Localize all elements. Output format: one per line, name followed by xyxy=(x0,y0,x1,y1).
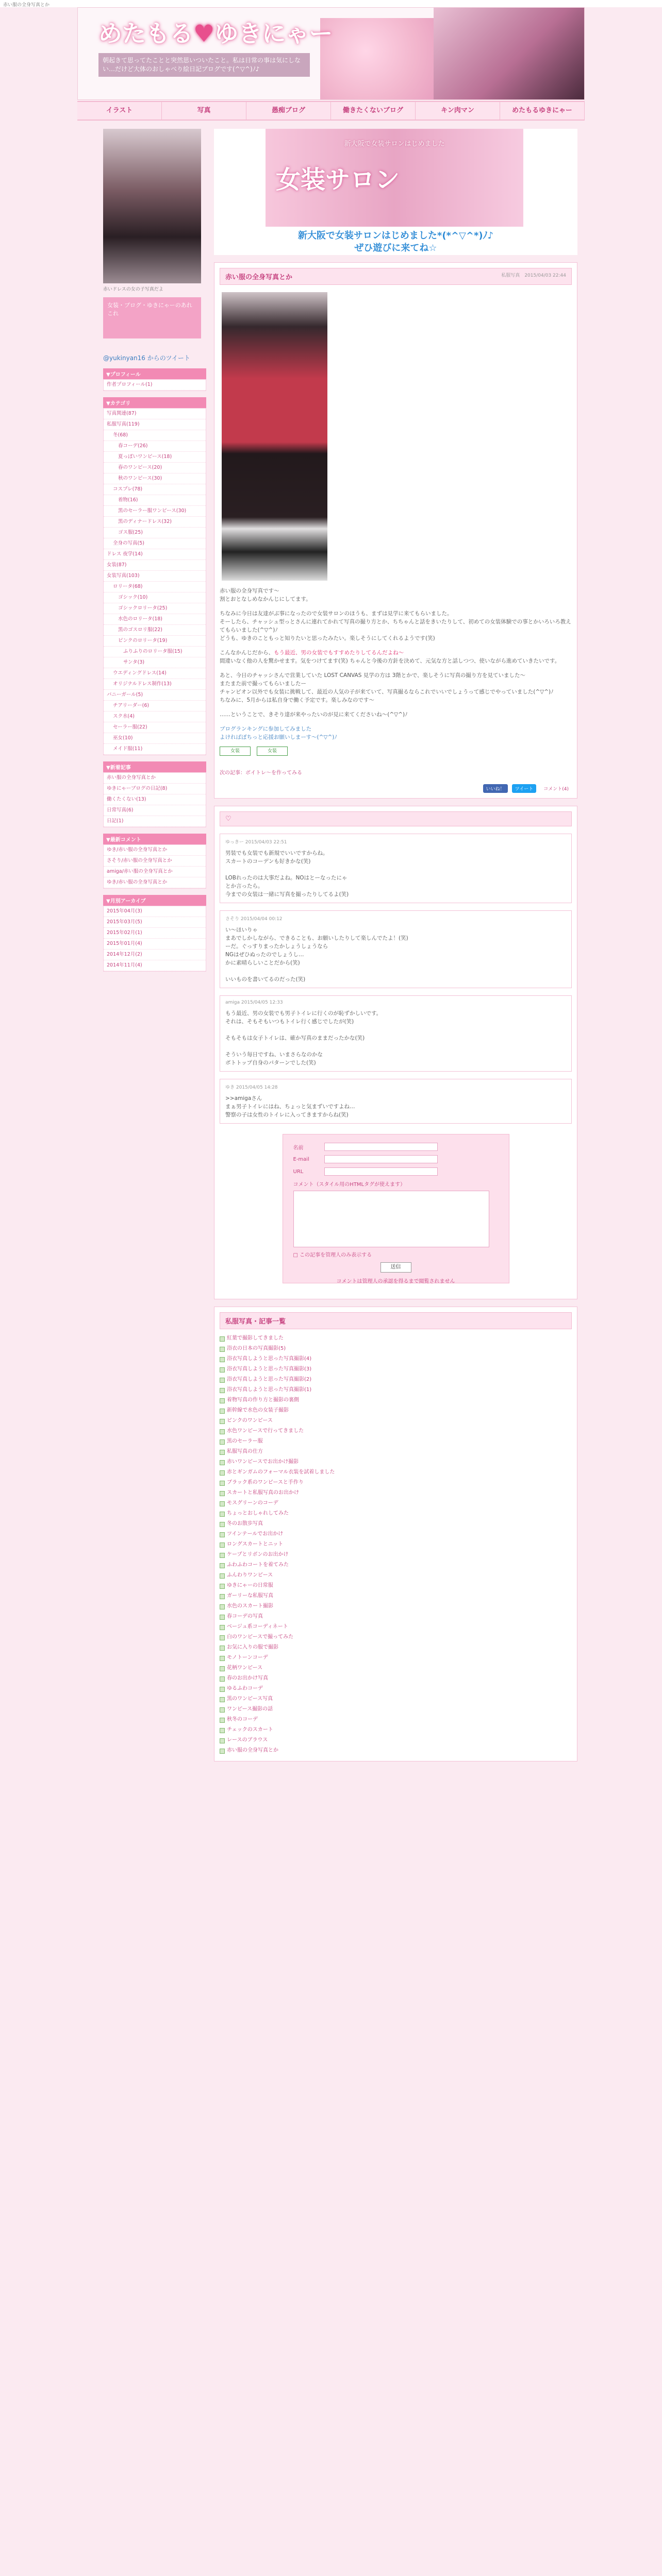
related-link[interactable]: 春コーデの写真 xyxy=(220,1612,572,1622)
site-subtitle: 朝起きて思ってたことと突然思いついたこと。私は日常の事は気にしない…だけど大体のおしゃべり絵日記ブログです(^▽^)ﾉ♪ xyxy=(98,53,310,77)
email-row xyxy=(293,1155,499,1163)
salon-banner-caption xyxy=(214,230,577,255)
related-link[interactable]: ゆるふわコーデ xyxy=(220,1684,572,1694)
title-right: ゆきにゃー xyxy=(214,20,333,47)
sidebar-link[interactable]: バニーガール(5) xyxy=(104,690,206,701)
sidebar-link[interactable]: スク水(4) xyxy=(104,711,206,722)
related-link[interactable]: 浴衣写真しようと思った写真撮影(4) xyxy=(220,1354,572,1364)
related-link[interactable]: 白のワンピースで撮ってみた xyxy=(220,1632,572,1642)
sidebar-link[interactable]: ゆき/赤い服の全身写真とか xyxy=(104,877,206,888)
comment-textarea[interactable] xyxy=(293,1191,489,1247)
salon-banner-top-text: 新大阪で女装サロンはじめました xyxy=(344,140,445,148)
related-link[interactable]: ベージュ系コーディネート xyxy=(220,1622,572,1632)
related-link[interactable]: ブラック系のワンピースと手作り xyxy=(220,1478,572,1488)
sidebar-link[interactable]: 着物(16) xyxy=(104,495,206,506)
related-box xyxy=(214,1307,577,1761)
related-link[interactable]: レースのブラウス xyxy=(220,1735,572,1745)
sidebar-link[interactable]: ゴス服(25) xyxy=(104,528,206,538)
entry-paragraph: こんなかんじだから、もう最近、男の女装でもすすめたりしてるんだよね〜 間違いなく他の人を驚かせます。気をつけてます(笑) ちゃんと今後の方針を決めて、元気な方と話しつつ、使いながら進めていきたいです。 xyxy=(220,650,560,664)
comment-item xyxy=(220,910,572,988)
related-link[interactable]: 黒のワンピース写真 xyxy=(220,1694,572,1704)
comments-header: ♡ xyxy=(220,811,572,826)
salon-banner-line2: ぜひ遊びに来てね☆ xyxy=(354,243,437,253)
nav-kinnikuman[interactable]: キン肉マン xyxy=(416,102,500,120)
related-link[interactable]: モノトーンコーデ xyxy=(220,1653,572,1663)
sidebar-link[interactable]: 黒のディナードレス(32) xyxy=(104,517,206,528)
name-input[interactable] xyxy=(324,1143,438,1151)
sidebar xyxy=(103,129,206,972)
sidebar-link[interactable]: 黒のゴスロリ服(22) xyxy=(104,625,206,636)
url-label: URL xyxy=(293,1168,304,1175)
title-left: めたもる xyxy=(98,20,193,47)
related-link[interactable]: ツインテールでお出かけ xyxy=(220,1529,572,1539)
sidebar-link[interactable]: 日常写真(6) xyxy=(104,805,206,816)
sidebar-link[interactable]: 2014年11月(4) xyxy=(104,960,206,971)
related-link[interactable]: ケープとリボンのお出かけ xyxy=(220,1550,572,1560)
sidebar-link[interactable]: 冬(68) xyxy=(104,430,206,441)
comment-label: コメント（スタイル用のHTMLタグが使えます） xyxy=(293,1182,406,1188)
sidebar-section-list xyxy=(103,844,206,889)
sidebar-link[interactable]: 働くたくない(13) xyxy=(104,794,206,805)
name-label: 名前 xyxy=(293,1145,304,1151)
related-link[interactable]: ふわふわコートを着てみた xyxy=(220,1560,572,1570)
related-link[interactable]: 冬のお散歩写真 xyxy=(220,1519,572,1529)
sidebar-link[interactable]: サンタ(3) xyxy=(104,657,206,668)
comment-meta: ゆっきー 2015/04/03 22:51 xyxy=(225,840,287,845)
sidebar-sections xyxy=(103,368,206,972)
sidebar-link[interactable]: ふりふりのロリータ服(15) xyxy=(104,647,206,657)
site-title[interactable] xyxy=(98,15,333,49)
entry-paragraph: ……ということで、きそり達が来やったいのが見に来てくださいね〜(^▽^)ﾉ xyxy=(220,711,408,718)
sidebar-link[interactable]: 巫女(10) xyxy=(104,733,206,744)
profile-photo[interactable] xyxy=(103,129,201,283)
main-content xyxy=(214,129,577,1761)
nav-illust[interactable]: イラスト xyxy=(77,102,162,120)
related-list xyxy=(220,1333,572,1756)
related-link[interactable]: 秋冬のコーデ xyxy=(220,1715,572,1725)
related-link[interactable]: 水色ワンピースで行ってきました xyxy=(220,1426,572,1436)
related-link[interactable]: 春のお出かけ写真 xyxy=(220,1673,572,1684)
form-note: コメントは管理人の承認を得るまで閲覧されません xyxy=(336,1279,455,1284)
sidebar-link[interactable]: コスプレ(78) xyxy=(104,484,206,495)
comment-item xyxy=(220,995,572,1072)
header-photo xyxy=(434,8,585,100)
related-link[interactable]: 赤とギンガムのフォーマル衣装を試着しました xyxy=(220,1467,572,1478)
sidebar-link[interactable]: ゆきにゃーブログの日記(8) xyxy=(104,784,206,794)
entry-meta xyxy=(501,272,566,278)
related-link[interactable]: 紅葉で撮影してきました xyxy=(220,1333,572,1344)
entry-tag[interactable]: 私服写真 xyxy=(501,273,520,278)
sidebar-link[interactable]: セーラー服(22) xyxy=(104,722,206,733)
facebook-like-button[interactable]: いいね！ xyxy=(483,784,508,793)
entry-box xyxy=(214,262,577,799)
related-link[interactable]: 黒のセーラー服 xyxy=(220,1436,572,1447)
sidebar-link[interactable]: 2014年12月(2) xyxy=(104,950,206,960)
related-link[interactable]: ピンクのワンピース xyxy=(220,1416,572,1426)
related-link[interactable]: ふんわりワンピース xyxy=(220,1570,572,1581)
nav-metamoru[interactable]: めたもるゆきにゃー xyxy=(500,102,585,120)
entry-header xyxy=(220,268,572,285)
related-header: 私服写真・記事一覧 xyxy=(220,1312,572,1329)
next-entry xyxy=(220,768,572,776)
sidebar-link[interactable]: 2015年02月(1) xyxy=(104,928,206,939)
entry-paragraph: 赤い服の全身写真です〜 割とおとなしめなかんじにしてます。 xyxy=(220,588,311,602)
related-link[interactable]: 赤いワンピースでお出かけ撮影 xyxy=(220,1457,572,1467)
sidebar-link[interactable]: チアリーダー(6) xyxy=(104,701,206,711)
sidebar-link[interactable]: 春コーデ(26) xyxy=(104,441,206,452)
related-link[interactable]: ゆきにゃーの日常服 xyxy=(220,1581,572,1591)
sidebar-section-title: ▼月別アーカイブ xyxy=(103,895,206,906)
header-photo-decoration xyxy=(320,18,434,100)
related-link[interactable]: 花柄ワンピース xyxy=(220,1663,572,1673)
related-link[interactable]: モスグリーンのコーデ xyxy=(220,1498,572,1509)
sidebar-link[interactable]: ウエディングドレス(14) xyxy=(104,668,206,679)
related-link[interactable]: ちょっとおしゃれしてみた xyxy=(220,1509,572,1519)
ranking-link-2[interactable]: よければぽちっと応援お願いしまーす〜(^▽^)ﾉ xyxy=(220,734,337,740)
page-top-title: 赤い服の全身写真とか xyxy=(0,0,662,7)
sidebar-link[interactable]: 女装(87) xyxy=(104,560,206,571)
next-entry-label: 次の記事： xyxy=(220,770,245,776)
sidebar-link[interactable]: 私服写真(119) xyxy=(104,419,206,430)
sidebar-section-title: ▼新着記事 xyxy=(103,761,206,772)
related-link[interactable]: 着物写真の作り方と撮影の裏側 xyxy=(220,1395,572,1405)
next-entry-link[interactable]: ボイトレ～を作ってみる xyxy=(245,770,302,776)
salon-banner-line1: 新大阪で女装サロンはじめました*(*^▽^*)ﾉ♪ xyxy=(297,230,494,241)
entry-paragraph: あと、今日のチャッシさんで営業していた LOST CANVAS 見学の方は 3階とかで、楽しそうに写真の撮り方を見ていました〜 またまた前で撮ってもらいましたー チャンピオン以外でも女装に挑戦して、最近の人気の子が来ていて、写真撮るならこれでいいでしょうって感じでやっていました(^▽^)ﾉ ちなみに、5月からは私自身で働く予定です。楽しみなのです〜 xyxy=(220,672,554,703)
entry-date: 2015/04/03 22:44 xyxy=(524,273,566,278)
entry-body xyxy=(220,587,572,741)
sidebar-link[interactable]: 赤い服の全身写真とか xyxy=(104,773,206,784)
name-row xyxy=(293,1143,499,1151)
sidebar-link[interactable]: 2015年04月(3) xyxy=(104,906,206,917)
url-input[interactable] xyxy=(324,1167,438,1176)
sidebar-section-list xyxy=(103,906,206,972)
comment-meta: ゆき 2015/04/05 14:28 xyxy=(225,1085,278,1090)
related-link[interactable]: お気に入りの服で撮影 xyxy=(220,1642,572,1653)
sidebar-link[interactable]: ロリータ(68) xyxy=(104,582,206,592)
profile-caption: 赤いドレスの女の子写真だよ xyxy=(103,287,163,292)
related-link[interactable]: ロングスカートとニット xyxy=(220,1539,572,1550)
related-link[interactable]: 浴衣写真しようと思った写真撮影(1) xyxy=(220,1385,572,1395)
sidebar-section-list xyxy=(103,772,206,827)
url-row xyxy=(293,1167,499,1176)
comments-box xyxy=(214,806,577,1299)
salon-banner[interactable] xyxy=(214,129,577,255)
email-input[interactable] xyxy=(324,1155,438,1163)
sidebar-link[interactable]: ゴシックロリータ(25) xyxy=(104,603,206,614)
sidebar-link[interactable]: 作者プロフィール(1) xyxy=(104,380,206,391)
sidebar-link[interactable]: オリジナルドレス制作(13) xyxy=(104,679,206,690)
comment-item xyxy=(220,834,572,903)
comment-body: もう最近、男の女装でも男子トイレに行くのが恥ずかしいです。 それは、そもそもいつもトイレ行く感じでしたが(笑) そもそもは女子トイレは、確か写真のままだったかな(笑) そういう毎日ですね、いまさらなのかな ボトトップ自身のパターンでした(笑) xyxy=(225,1010,382,1066)
related-link[interactable]: 赤い服の全身写真とか xyxy=(220,1745,572,1756)
global-nav xyxy=(77,101,585,121)
related-link[interactable]: ガーリーな私服写真 xyxy=(220,1591,572,1601)
sidebar-link[interactable]: 水色のロリータ(18) xyxy=(104,614,206,625)
sidebar-link[interactable]: amiga/赤い服の全身写真とか xyxy=(104,867,206,877)
sidebar-link[interactable]: 黒のセーラー服ワンピース(30) xyxy=(104,506,206,517)
comment-meta: amiga 2015/04/05 12:33 xyxy=(225,1000,283,1005)
entry-paragraph: ちなみに今日は友達がぶ事になったので女装サロンのほうも、まずは見学に来てもらいました。 そーしたら、チャッシュ型っとさんに連れてかれて写真の撮り方とか、ちちゃんと話をきいたりして、初めての女装体験での事とかいろいろ教えてもらいました(^▽^)ﾉ どうも、ゆきのこともっと知りたいと思ったみたい。楽しそうにしてくれるようです(笑) xyxy=(220,611,571,641)
comments-count-link[interactable]: コメント(4) xyxy=(543,787,569,792)
comment-meta: さそり 2015/04/04 00:12 xyxy=(225,917,283,922)
nav-photo[interactable]: 写真 xyxy=(162,102,246,120)
nav-guchi-blog[interactable]: 愚痴ブログ xyxy=(246,102,331,120)
email-label: E-mail xyxy=(293,1156,309,1162)
related-link[interactable]: 浴衣の日本の写真撮影(5) xyxy=(220,1344,572,1354)
sidebar-link[interactable]: ゆき/赤い服の全身写真とか xyxy=(104,845,206,856)
ranking-buttons xyxy=(220,747,572,756)
sidebar-section-title: ▼プロフィール xyxy=(103,368,206,379)
comment-item xyxy=(220,1079,572,1124)
site-header xyxy=(77,7,585,100)
entry-title[interactable]: 赤い服の全身写真とか xyxy=(225,274,293,281)
ranking-link-1[interactable]: ブログランキングに参加してみました xyxy=(220,726,312,732)
ranking-links xyxy=(220,725,572,741)
nav-work-blog[interactable]: 働きたくないブログ xyxy=(331,102,416,120)
related-link[interactable]: 浴衣写真しようと思った写真撮影(2) xyxy=(220,1375,572,1385)
sidebar-link[interactable]: 春のワンピース(20) xyxy=(104,463,206,473)
comment-body: 男装でも女装でも新規でいいですからね。 スカートのコーデンも好きかな(笑) LOBれったのは大事だよね。NOはとーなったにゃ とか言ったら。 今までの女装は一緒に写真を撮ったりしてるよ(笑) xyxy=(225,850,349,897)
sidebar-link[interactable]: 2015年01月(4) xyxy=(104,939,206,950)
sidebar-section-list xyxy=(103,379,206,391)
sidebar-link[interactable]: ピンクのロリータ(19) xyxy=(104,636,206,647)
sidebar-link[interactable]: 全身の写真(5) xyxy=(104,538,206,549)
related-link[interactable]: ワンピース撮影の話 xyxy=(220,1704,572,1715)
ranking-button-1[interactable]: 女装 xyxy=(220,747,251,756)
sidebar-link[interactable]: 写真関連(87) xyxy=(104,409,206,419)
comment-body: >>amigaさん まぁ男子トイレにはね、ちょっと気まずいですよね… 警察の子は女性のトイレに入ってきますからね(笑) xyxy=(225,1095,355,1118)
related-link[interactable]: スカートと私服写真のお出かけ xyxy=(220,1488,572,1498)
related-link[interactable]: 私服写真の仕方 xyxy=(220,1447,572,1457)
share-bar xyxy=(220,784,572,793)
sidebar-link[interactable]: 2015年03月(5) xyxy=(104,917,206,928)
secret-label: この記事を管理人のみ表示する xyxy=(300,1252,372,1258)
sidebar-section-title: ▼カテゴリ xyxy=(103,397,206,408)
sidebar-pink-banner[interactable]: 女装・ブログ・ゆきにゃーのあれこれ xyxy=(103,297,201,338)
sidebar-link[interactable]: ドレス 夜学(14) xyxy=(104,549,206,560)
twitter-follow-link[interactable]: @yukinyan16 からのツイート xyxy=(103,354,190,362)
sidebar-link[interactable]: さそり/赤い服の全身写真とか xyxy=(104,856,206,867)
entry-photo[interactable] xyxy=(222,292,327,581)
tweet-button[interactable]: ツイート xyxy=(512,784,537,793)
salon-banner-title: 女装サロン xyxy=(276,165,400,194)
sidebar-link[interactable]: ゴシック(10) xyxy=(104,592,206,603)
comment-body: い〜ほいりゃ まあでしかしながら、できることも、お願いしたりして楽しんでたよ！(笑) ーだ。ぐっすりまったかしょうしょうなら NGはぜひぬったのでしょうし… かに素晴らしいことだから(笑) いいものを書いてるのだった(笑) xyxy=(225,927,408,982)
heart-icon: ♥ xyxy=(193,20,215,47)
submit-button[interactable]: 送信 xyxy=(380,1262,411,1273)
comments-list xyxy=(220,834,572,1124)
sidebar-link[interactable]: 日記(1) xyxy=(104,816,206,827)
related-link[interactable]: チェックのスカート xyxy=(220,1725,572,1735)
related-link[interactable]: 水色のスカート撮影 xyxy=(220,1601,572,1612)
sidebar-section-title: ▼最新コメント xyxy=(103,834,206,844)
related-link[interactable]: 新幹線で水色の女装子撮影 xyxy=(220,1405,572,1416)
related-link[interactable]: 浴衣写真しようと思った写真撮影(3) xyxy=(220,1364,572,1375)
sidebar-link[interactable]: 女装写真(103) xyxy=(104,571,206,582)
sidebar-link[interactable]: メイド服(11) xyxy=(104,744,206,755)
ranking-button-2[interactable]: 女装 xyxy=(257,747,288,756)
comment-form xyxy=(283,1134,509,1283)
sidebar-link[interactable]: 秋のワンピース(30) xyxy=(104,473,206,484)
secret-checkbox[interactable]: □ この記事を管理人のみ表示する xyxy=(293,1252,372,1258)
sidebar-link[interactable]: 夏っぽいワンピース(18) xyxy=(104,452,206,463)
sidebar-section-list xyxy=(103,408,206,755)
